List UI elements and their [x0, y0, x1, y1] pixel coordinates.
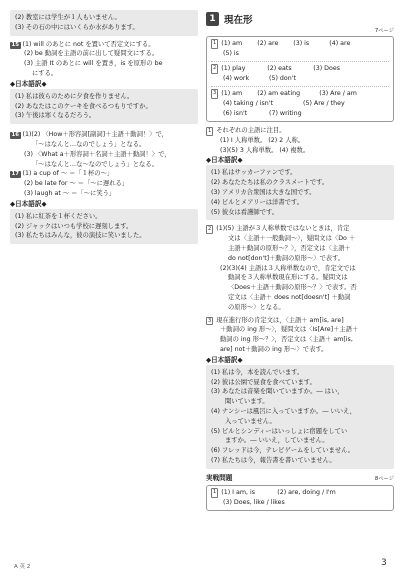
answer: (3) Does, like / likes [223, 498, 285, 506]
answer-box [206, 36, 394, 122]
answer: (3) Are / am [319, 90, 357, 97]
practice-header [206, 473, 394, 483]
explanation-2 [206, 224, 394, 312]
explanation-line: (3) 〈What a＋形容詞＋名詞＋主語＋動詞！〉で， [24, 150, 171, 158]
translation-box [206, 365, 394, 469]
page-reference: 7ページ [374, 28, 394, 34]
explanation-line: (1) a cup of ～ ＝「１杯の～」 [22, 170, 114, 178]
answer: (4) work [223, 75, 250, 82]
jp-line: (7) 私たちは今，報告書を書いていません。 [211, 456, 336, 464]
jp-line: ますか。― いいえ，していません。 [225, 437, 329, 445]
answer: (1) am [221, 40, 243, 47]
jp-line: 聞いています。 [225, 398, 269, 406]
jp-line: (3) アメリカ合衆国は大きな国です。 [211, 188, 316, 196]
jp-line: (2) 彼は公園で昼食を食べています。 [211, 378, 316, 386]
explanation-line: 定文は〈主語＋ does not[doesn't] ＋動詞 [228, 293, 351, 301]
explanation-line: do not[don't]＋動詞の原形～〉で表す。 [228, 254, 345, 262]
explanation-line: (1) I 人称単数。 (2) 2 人称。 [220, 136, 305, 144]
jp-line: (5) 彼女は看護師です。 [211, 208, 279, 216]
explanation-line: 〈Does＋主語＋動詞の原形～？〉で表す。否 [228, 284, 357, 292]
explanation-line: それぞれの主語に注目。 [216, 127, 286, 134]
jp-translation-heading: ◆日本語訳◆ [10, 79, 47, 88]
jp-line: (6) フレッドは今，テレビゲームをしていません。 [211, 447, 355, 455]
explanation-line: (2)(3)(4) 主語は３人称単数なので，肯定文では [220, 264, 356, 272]
divider [211, 61, 389, 62]
jp-line: (1) 私に紅茶を１杯ください。 [15, 212, 102, 220]
explanation-line: (1)(2) 〈How＋形容詞[副詞]＋主語＋動詞！〉で， [22, 131, 168, 139]
explanation-line: 動詞を３人称単数現在形にする。疑問文は [228, 274, 348, 282]
explanation-line: 現在進行形の肯定文は，〈主語＋ am[is, are] [216, 316, 344, 324]
translation-box-top [10, 10, 198, 36]
jp-line: (3) 私たちはみんな，彼の演技に笑いました。 [15, 232, 146, 240]
practice-answer-box [206, 485, 394, 511]
page-number: 3 [381, 558, 387, 568]
footer-code: A 英 2 [14, 564, 31, 570]
item-label: 1 [208, 128, 212, 134]
jp-translation-heading: ◆日本語訳◆ [206, 355, 243, 364]
jp-line: (4) ナンシーは風呂に入っていますか。― いいえ， [211, 407, 357, 415]
question-number: 15 [11, 41, 20, 48]
jp-line: (2) ジャックはいつも学校に遅刻します。 [15, 222, 133, 230]
answer: (7) writing [269, 110, 302, 117]
translation-box [10, 89, 198, 124]
answer: (2) am eating [257, 90, 301, 97]
explanation-line: (2) be 動詞を主語の前に出して疑問文にする。 [24, 50, 159, 58]
answer: (5) is [223, 50, 239, 57]
right-column [206, 10, 394, 511]
item-label: 3 [211, 89, 218, 99]
explanation-line: 主語＋動詞の原形～？〉，否定文は〈主語＋ [228, 244, 351, 252]
jp-line: (4) ビルとメアリーは洋書です。 [211, 198, 304, 206]
question-17 [10, 169, 198, 198]
divider [211, 86, 389, 87]
explanation-line: 「～はなんと…な～なのでしょう」となる。 [32, 160, 158, 168]
answer: (1) am [221, 90, 243, 97]
explanation-1 [206, 126, 394, 155]
explanation-line: 動詞の ing 形～？〉，否定文は〈主語＋ am[is, [220, 336, 353, 344]
answer: (5) Are / they [303, 100, 345, 107]
jp-translation-heading: ◆日本語訳◆ [206, 156, 243, 165]
jp-line: (2) あなたはこのケーキを食べるつもりですか。 [15, 102, 152, 110]
explanation-line: (3) laugh at ～ ＝「～に笑う」 [24, 189, 116, 197]
explanation-line: の原形～〉となる。 [228, 303, 285, 311]
item-label: 1 [211, 39, 218, 49]
explanation-line: (1) will のあとに not を置いて否定文にする。 [22, 40, 155, 48]
answer: (4) taking / isn't [223, 100, 273, 107]
explanation-line: are] not＋動詞の ing 形～〉で表す。 [220, 345, 328, 353]
jp-line: (2) あなたたちは私のクラスメートです。 [211, 179, 329, 187]
translation-box [206, 165, 394, 220]
answer: (1) play [221, 65, 246, 72]
item-label: 2 [208, 226, 212, 233]
section-header [206, 10, 394, 27]
answer: (2) eats [267, 65, 292, 72]
answer: (2) are [257, 40, 279, 47]
jp-line: (1) 私は今，本を読んでいます。 [211, 368, 304, 376]
explanation-line: (1)(5) 主語が３人称単数ではないときは，肯定 [216, 225, 350, 233]
jp-line: (5) ビルとシンディーはいっしょに宿題をしてい [211, 427, 348, 435]
answer: (4) are [329, 40, 351, 47]
answer: (5) don't [269, 75, 296, 82]
section-number: 1 [206, 12, 219, 26]
question-16 [10, 130, 198, 169]
answer: (1) I am, is [221, 488, 256, 496]
translation-box [10, 209, 198, 244]
explanation-line: 「～はなんと…なのでしょう」となる。 [32, 140, 146, 148]
explanation-line: (3) 主語 It のあとに will を置き，is を原形の be [24, 60, 163, 68]
section-title: 現在形 [224, 14, 253, 26]
jp-line: (3) その石の中にはいくらか水があります。 [15, 23, 139, 31]
item-label: 1 [211, 488, 218, 498]
jp-line: (3) あなたは音楽を聞いていますか。― はい， [211, 388, 344, 396]
jp-line: (1) 私はサッカーファンです。 [211, 169, 297, 177]
jp-translation-heading: ◆日本語訳◆ [10, 199, 47, 208]
question-number: 17 [11, 171, 20, 178]
item-label: 2 [211, 64, 218, 74]
item-label: 3 [208, 317, 212, 324]
explanation-3 [206, 316, 394, 355]
question-number: 16 [11, 132, 20, 139]
left-column [10, 10, 198, 244]
page-reference: 8ページ [374, 475, 394, 482]
answer: (3) Does [313, 65, 341, 72]
answer: (2) are, doing / I'm [277, 488, 336, 496]
jp-line: (3) 午後は寒くなるだろう。 [15, 112, 96, 120]
practice-title: 実戦問題 [206, 473, 233, 482]
explanation-line: 文は〈主語＋一般動詞～〉，疑問文は〈Do ＋ [228, 235, 356, 243]
explanation-line: にする。 [32, 69, 58, 77]
explanation-line: (2) be late for ～ ＝「～に遅れる」 [24, 180, 129, 188]
question-15 [10, 40, 198, 79]
explanation-line: (3)(5) 3 人称単数。 (4) 複数。 [220, 146, 310, 154]
jp-line: 入っていません。 [225, 417, 276, 425]
answer: (3) is [293, 40, 310, 47]
jp-line: (2) 教室には学生が１人もいません。 [15, 14, 121, 21]
jp-line: (1) 私は彼らのために夕食を作りません。 [15, 92, 134, 100]
answer: (6) isn't [223, 110, 248, 117]
explanation-line: ＋動詞の ing 形～〉，疑問文は〈Is[Are]＋主語＋ [220, 326, 359, 334]
